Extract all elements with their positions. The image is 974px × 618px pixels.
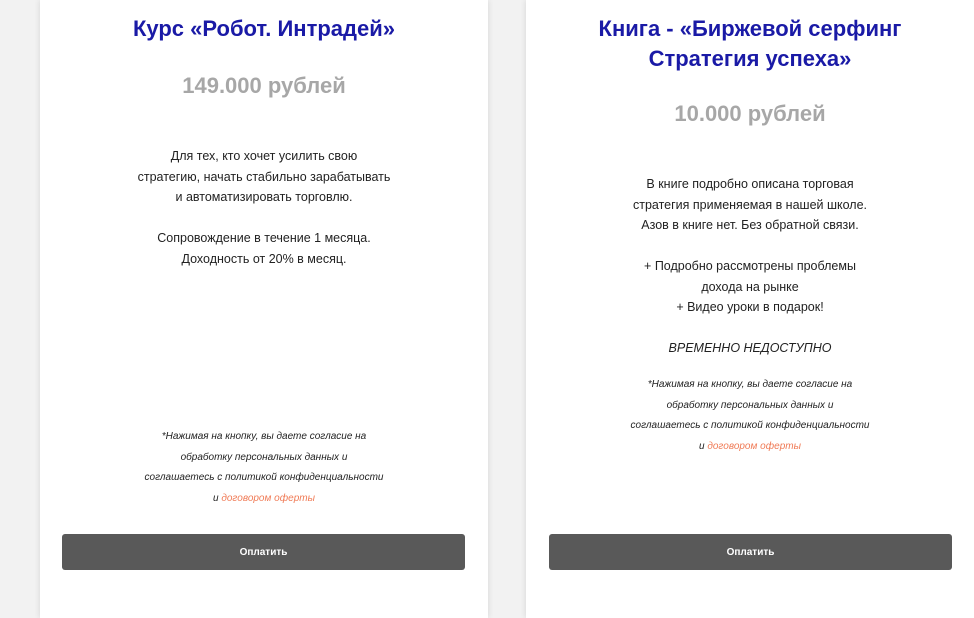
consent-line: обработку персональных данных и <box>666 399 834 411</box>
card-title <box>526 14 974 74</box>
card-description <box>40 146 488 269</box>
description-line: Доходность от 20% в месяц. <box>181 251 347 266</box>
price: 10.000 рублей <box>674 101 826 126</box>
description-line: и автоматизировать торговлю. <box>175 190 353 204</box>
consent-prefix: и <box>213 492 222 504</box>
offer-agreement-link[interactable]: договором оферты <box>707 440 801 452</box>
description-line: Для тех, кто хочет усилить свою <box>170 149 358 163</box>
description-line: дохода на рынке <box>701 279 799 294</box>
pay-button[interactable]: Оплатить <box>549 534 952 570</box>
description-gap <box>40 208 488 229</box>
consent-line: *Нажимая на кнопку, вы даете согласие на <box>161 431 367 442</box>
description-line: стратегия применяемая в нашей школе. <box>632 197 868 212</box>
pay-button[interactable]: Оплатить <box>62 534 465 570</box>
description-line: стратегию, начать стабильно зарабатывать <box>137 169 391 184</box>
description-line: Сопровождение в течение 1 месяца. <box>157 231 371 245</box>
consent-text <box>40 427 488 509</box>
consent-prefix: и <box>699 440 708 452</box>
card-description <box>526 174 974 359</box>
consent-line: соглашаетесь с политикой конфиденциальности <box>630 420 870 431</box>
description-line: Азов в книге нет. Без обратной связи. <box>641 218 859 232</box>
consent-text <box>526 375 974 457</box>
consent-line: соглашаетесь с политикой конфиденциальности <box>144 472 384 483</box>
description-line: + Подробно рассмотрены проблемы <box>644 259 856 273</box>
consent-line <box>526 437 974 458</box>
card-title: Курс «Робот. Интрадей» <box>132 16 395 41</box>
availability-status: ВРЕМЕННО НЕДОСТУПНО <box>668 341 832 355</box>
card-title-line: Книга - «Биржевой серфинг <box>598 16 902 41</box>
description-line: В книге подробно описана торговая <box>646 177 854 191</box>
product-card-robot-intraday <box>40 0 488 618</box>
consent-line: *Нажимая на кнопку, вы даете согласие на <box>647 379 853 390</box>
offer-agreement-link[interactable]: договором оферты <box>221 492 315 504</box>
description-line: + Видео уроки в подарок! <box>676 300 824 314</box>
product-card-book <box>526 0 974 618</box>
consent-line <box>40 489 488 510</box>
consent-line: обработку персональных данных и <box>180 451 348 463</box>
description-gap <box>526 236 974 257</box>
price: 149.000 рублей <box>182 73 346 98</box>
description-gap <box>526 318 974 339</box>
card-title-line: Стратегия успеха» <box>648 46 852 71</box>
